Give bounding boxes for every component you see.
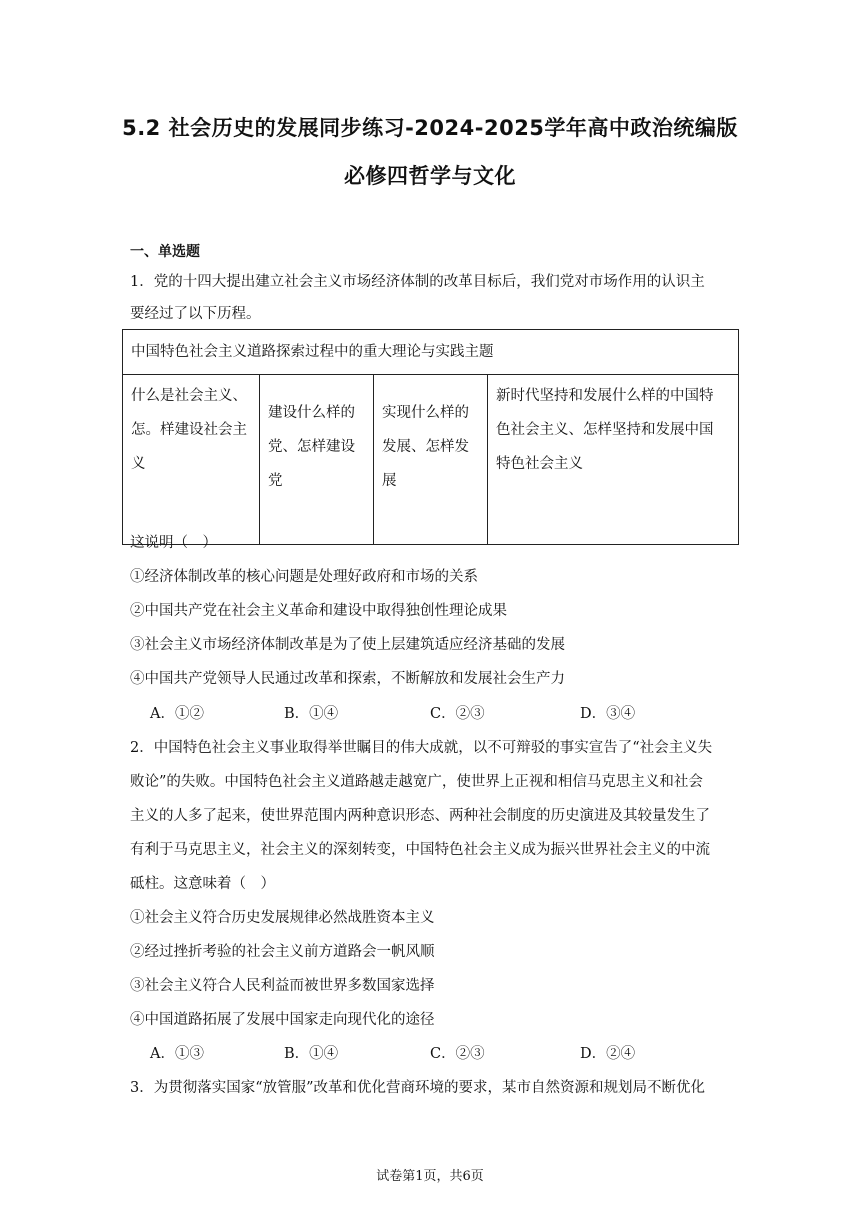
table-cell-2: 建设什么样的 党、怎样建设 党 (260, 375, 374, 545)
q1-stem-line-1: 1．党的十四大提出建立社会主义市场经济体制的改革目标后，我们党对市场作用的认识主 (130, 274, 705, 290)
q1-item-2: ②中国共产党在社会主义革命和建设中取得独创性理论成果 (130, 603, 507, 619)
q2-stem-line-3: 主义的人多了起来，使世界范围内两种意识形态、两种社会制度的历史演进及其较量发生了 (130, 808, 710, 824)
q2-item-4: ④中国道路拓展了发展中国家走向现代化的途径 (130, 1012, 435, 1028)
q2-option-d[interactable]: D．②④ (580, 1046, 636, 1062)
q2-item-2: ②经过挫折考验的社会主义前方道路会一帆风顺 (130, 944, 435, 960)
q2-item-1: ①社会主义符合历史发展规律必然战胜资本主义 (130, 910, 435, 926)
q1-item-3: ③社会主义市场经济体制改革是为了使上层建筑适应经济基础的发展 (130, 637, 565, 653)
q1-option-b[interactable]: B．①④ (284, 706, 339, 722)
q2-option-b[interactable]: B．①④ (284, 1046, 339, 1062)
q2-option-c[interactable]: C．②③ (430, 1046, 485, 1062)
table-header-cell: 中国特色社会主义道路探索过程中的重大理论与实践主题 (123, 330, 739, 375)
q2-stem-line-5: 砥柱。这意味着（ ） (130, 876, 275, 892)
table-cell-1: 什么是社会主义、 怎。样建设社会主 义 (123, 375, 260, 545)
q2-item-3: ③社会主义符合人民利益而被世界多数国家选择 (130, 978, 435, 994)
q2-option-a[interactable]: A．①③ (150, 1046, 204, 1062)
q3-stem-line-1: 3．为贯彻落实国家“放管服”改革和优化营商环境的要求，某市自然资源和规划局不断优化 (130, 1080, 706, 1096)
q2-stem-line-1: 2．中国特色社会主义事业取得举世瞩目的伟大成就，以不可辩驳的事实宣告了“社会主义失 (130, 740, 713, 756)
q1-prompt: 这说明（ ） (130, 535, 217, 551)
q2-stem-line-2: 败论”的失败。中国特色社会主义道路越走越宽广，使世界上正视和相信马克思主义和社会 (130, 774, 703, 790)
document-title-line-2: 必修四哲学与文化 (344, 164, 516, 188)
page-footer: 试卷第1页，共6页 (376, 1169, 484, 1184)
q1-option-d[interactable]: D．③④ (580, 706, 636, 722)
document-title-line-1: 5.2 社会历史的发展同步练习-2024-2025学年高中政治统编版 (122, 116, 738, 140)
q1-theme-table (122, 329, 739, 545)
q1-option-a[interactable]: A．①② (150, 706, 204, 722)
section-heading: 一、单选题 (130, 244, 200, 260)
q1-stem-line-2: 要经过了以下历程。 (130, 306, 261, 322)
table-cell-3: 实现什么样的 发展、怎样发 展 (374, 375, 488, 545)
q1-item-1: ①经济体制改革的核心问题是处理好政府和市场的关系 (130, 569, 478, 585)
table-cell-4: 新时代坚持和发展什么样的中国特 色社会主义、怎样坚持和发展中国 特色社会主义 (488, 375, 739, 545)
q1-option-c[interactable]: C．②③ (430, 706, 485, 722)
q2-stem-line-4: 有利于马克思主义，社会主义的深刻转变，中国特色社会主义成为振兴世界社会主义的中流 (130, 842, 710, 858)
q1-item-4: ④中国共产党领导人民通过改革和探索，不断解放和发展社会生产力 (130, 671, 565, 687)
